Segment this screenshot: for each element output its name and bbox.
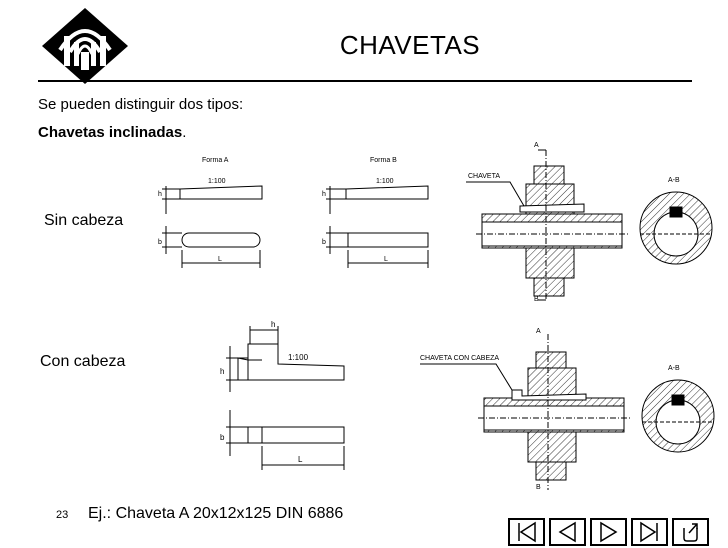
first-slide-button[interactable] bbox=[508, 518, 545, 546]
label-forma-b: Forma B bbox=[370, 157, 397, 164]
last-slide-icon bbox=[633, 520, 666, 544]
dim-l-a: L bbox=[218, 256, 222, 263]
previous-slide-button[interactable] bbox=[549, 518, 586, 546]
cross-section-bottom bbox=[642, 380, 714, 452]
slide-navigation bbox=[508, 518, 713, 548]
row-label-con-cabeza: Con cabeza bbox=[40, 353, 126, 370]
label-forma-a: Forma A bbox=[202, 157, 229, 164]
key-a-top-view bbox=[162, 226, 260, 268]
first-slide-icon bbox=[510, 520, 543, 544]
last-slide-button[interactable] bbox=[631, 518, 668, 546]
key-a-side-view bbox=[162, 186, 262, 214]
intro-text: Se pueden distinguir dos tipos: bbox=[38, 96, 244, 113]
row-label-sin-cabeza: Sin cabeza bbox=[44, 212, 124, 229]
page-number: 23 bbox=[56, 509, 69, 521]
section-b-bottom: B bbox=[536, 484, 541, 491]
subheading-bold: Chavetas inclinadas bbox=[38, 124, 183, 141]
next-slide-icon bbox=[592, 520, 625, 544]
cross-section-top bbox=[640, 192, 712, 264]
section-b-top: B bbox=[534, 296, 539, 303]
dim-h-head: h bbox=[271, 320, 276, 329]
dim-l-head: L bbox=[298, 455, 303, 464]
return-icon bbox=[674, 520, 707, 544]
key-b-top-view bbox=[326, 226, 428, 268]
dim-b-a: b bbox=[158, 239, 162, 246]
key-head-top-view bbox=[226, 410, 344, 470]
slope-label-head: 1:100 bbox=[288, 353, 309, 362]
dim-h-a: h bbox=[158, 191, 162, 198]
slope-label-a: 1:100 bbox=[208, 178, 226, 185]
dim-l-b: L bbox=[384, 256, 388, 263]
callout-chaveta: CHAVETA bbox=[468, 173, 501, 180]
dim-b-head: b bbox=[220, 433, 225, 442]
institution-logo bbox=[40, 6, 130, 86]
subheading-punct: . bbox=[182, 124, 187, 141]
title-divider bbox=[38, 80, 692, 82]
technical-drawings bbox=[140, 132, 728, 502]
section-ab-bottom: A-B bbox=[668, 365, 680, 372]
section-a-top: A bbox=[534, 142, 539, 149]
previous-slide-icon bbox=[551, 520, 584, 544]
slope-label-b: 1:100 bbox=[376, 178, 394, 185]
section-a-bottom: A bbox=[536, 328, 541, 335]
example-caption: Ej.: Chaveta A 20x12x125 DIN 6886 bbox=[88, 505, 344, 522]
callout-chaveta-cabeza: CHAVETA CON CABEZA bbox=[420, 355, 500, 362]
page-title: CHAVETAS bbox=[339, 30, 481, 60]
key-head-side-view bbox=[226, 326, 344, 392]
dim-h-b: h bbox=[322, 191, 326, 198]
next-slide-button[interactable] bbox=[590, 518, 627, 546]
return-button[interactable] bbox=[672, 518, 709, 546]
dim-h-head-side: h bbox=[220, 367, 225, 376]
key-b-side-view bbox=[326, 186, 428, 214]
dim-b-b: b bbox=[322, 239, 326, 246]
section-ab-top: A-B bbox=[668, 177, 680, 184]
